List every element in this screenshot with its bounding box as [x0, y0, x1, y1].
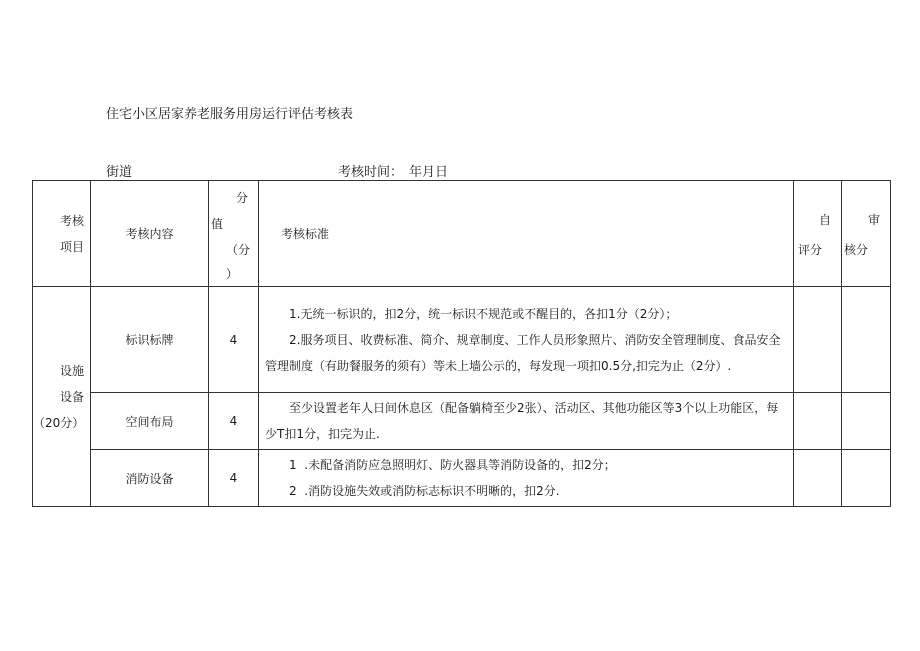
category-facilities: 设施 设备 （20分） — [33, 287, 91, 507]
assessment-table — [32, 180, 891, 507]
row-content: 消防设备 — [91, 450, 209, 507]
audit-score-cell[interactable] — [842, 287, 891, 393]
time-value: 年月日 — [409, 165, 449, 180]
audit-score-cell[interactable] — [842, 393, 891, 450]
table-row — [33, 287, 891, 393]
header-audit-score: 审 核分 — [842, 181, 891, 287]
self-score-cell[interactable] — [794, 450, 842, 507]
assessment-time — [338, 161, 454, 180]
header-score: 分 值 （分 ） — [209, 181, 259, 287]
table-row — [33, 393, 891, 450]
row-criteria: 1.无统一标识的，扣2分，统一标识不规范或不醒目的，各扣1分（2分）； 2.服务项目、收费标准、简介、规章制度、工作人员形象照片、消防安全管理制度、食品安全管理制度（有助餐服务的须有）等未上墙公示的，每发现一项扣0.5分,扣完为止（2分）. — [259, 287, 794, 393]
table-header-row — [33, 181, 891, 287]
table-row — [33, 450, 891, 507]
time-label: 考核时间： — [338, 165, 404, 180]
header-assessment-standard: 考核标准 — [259, 181, 794, 287]
street-label: 街道 — [106, 165, 133, 180]
header-assessment-item: 考核 项目 — [33, 181, 91, 287]
row-criteria: 至少设置老年人日间休息区（配备躺椅至少2张）、活动区、其他功能区等3个以上功能区，每少T扣1分，扣完为止. — [259, 393, 794, 450]
row-score: 4 — [209, 450, 259, 507]
audit-score-cell[interactable] — [842, 450, 891, 507]
self-score-cell[interactable] — [794, 393, 842, 450]
document-title: 住宅小区居家养老服务用房运行评估考核表 — [106, 107, 354, 122]
row-criteria: 1 .未配备消防应急照明灯、防火器具等消防设备的，扣2分； 2 .消防设施失效或消防标志标识不明晰的，扣2分. — [259, 450, 794, 507]
row-score: 4 — [209, 287, 259, 393]
row-content: 标识标牌 — [91, 287, 209, 393]
header-self-score: 自 评分 — [794, 181, 842, 287]
header-assessment-content: 考核内容 — [91, 181, 209, 287]
row-content: 空间布局 — [91, 393, 209, 450]
self-score-cell[interactable] — [794, 287, 842, 393]
row-score: 4 — [209, 393, 259, 450]
